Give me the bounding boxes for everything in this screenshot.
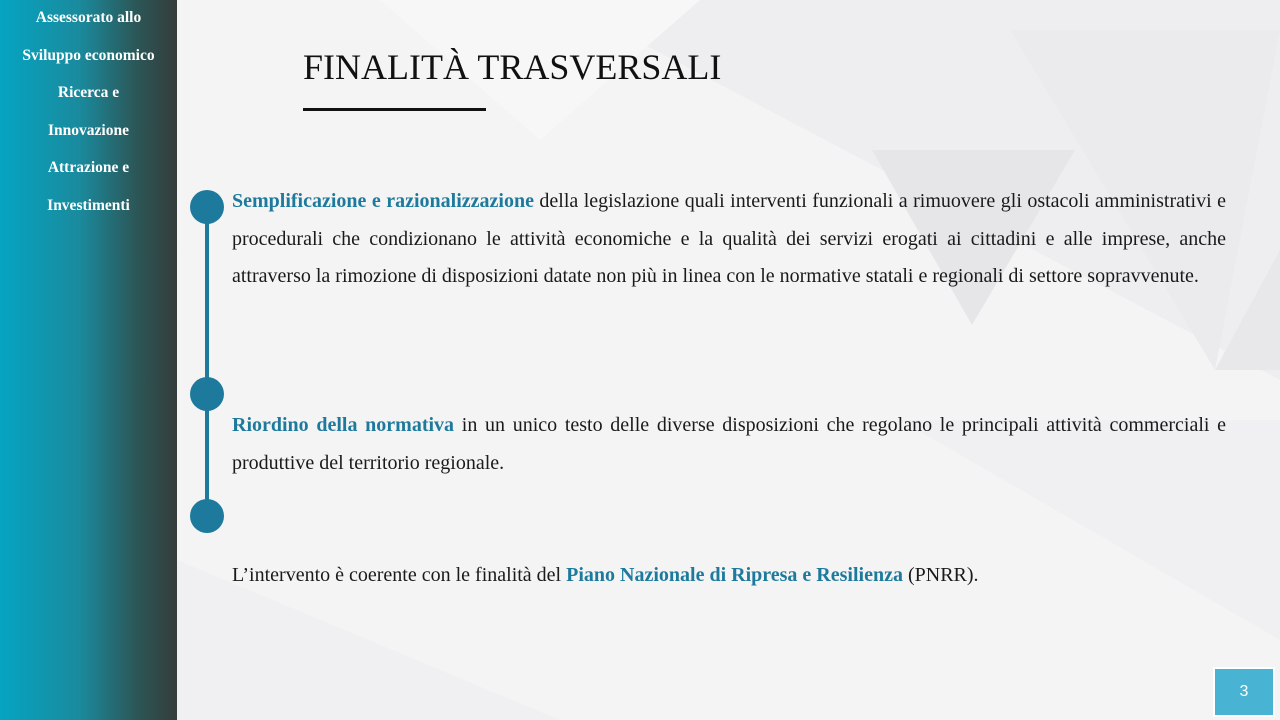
item-highlight: Semplificazione e razionalizzazione — [232, 190, 534, 212]
item-text: della legislazione quali interventi funzionali a rimuovere gli ostacoli amministrativi e procedurali che condizionano le attività economiche e la qualità dei servizi erogati ai cittadini e alle imprese, anche attraverso la rimozione di disposizioni datate non più in linea con le normative statali e regionali di settore sopravvenute. — [232, 190, 1226, 287]
conclusion-paragraph — [232, 557, 1226, 595]
page-number-badge: 3 — [1213, 667, 1275, 717]
timeline-line — [205, 207, 209, 517]
sidebar-title — [0, 0, 177, 224]
sidebar-title-line: Assessorato allo — [35, 9, 142, 26]
conclusion-text: L’intervento è coerente con le finalità del — [232, 564, 567, 586]
conclusion-highlight: Piano Nazionale di Ripresa e Resilienza — [566, 564, 903, 586]
timeline-dot — [190, 190, 224, 224]
item-paragraph-2 — [232, 407, 1226, 482]
sidebar-title-line: Innovazione — [48, 121, 129, 139]
item-text: in un unico testo delle diverse disposizioni che regolano le principali attività commerciali e produttive del territorio regionale. — [232, 414, 1227, 474]
item-paragraph-1 — [232, 183, 1226, 296]
slide-title: FINALITÀ TRASVERSALI — [303, 47, 722, 87]
timeline-dot — [190, 499, 224, 533]
sidebar-title-line: Ricerca e — [57, 84, 120, 101]
timeline-dot — [190, 377, 224, 411]
sidebar — [0, 0, 177, 720]
conclusion-text: (PNRR). — [902, 564, 979, 586]
item-highlight: Riordino della normativa — [232, 414, 455, 436]
sidebar-title-line: Sviluppo economico — [22, 46, 155, 64]
sidebar-title-line: Investimenti — [47, 196, 130, 214]
sidebar-title-line: Attrazione e — [47, 159, 130, 176]
title-underline — [303, 108, 486, 111]
